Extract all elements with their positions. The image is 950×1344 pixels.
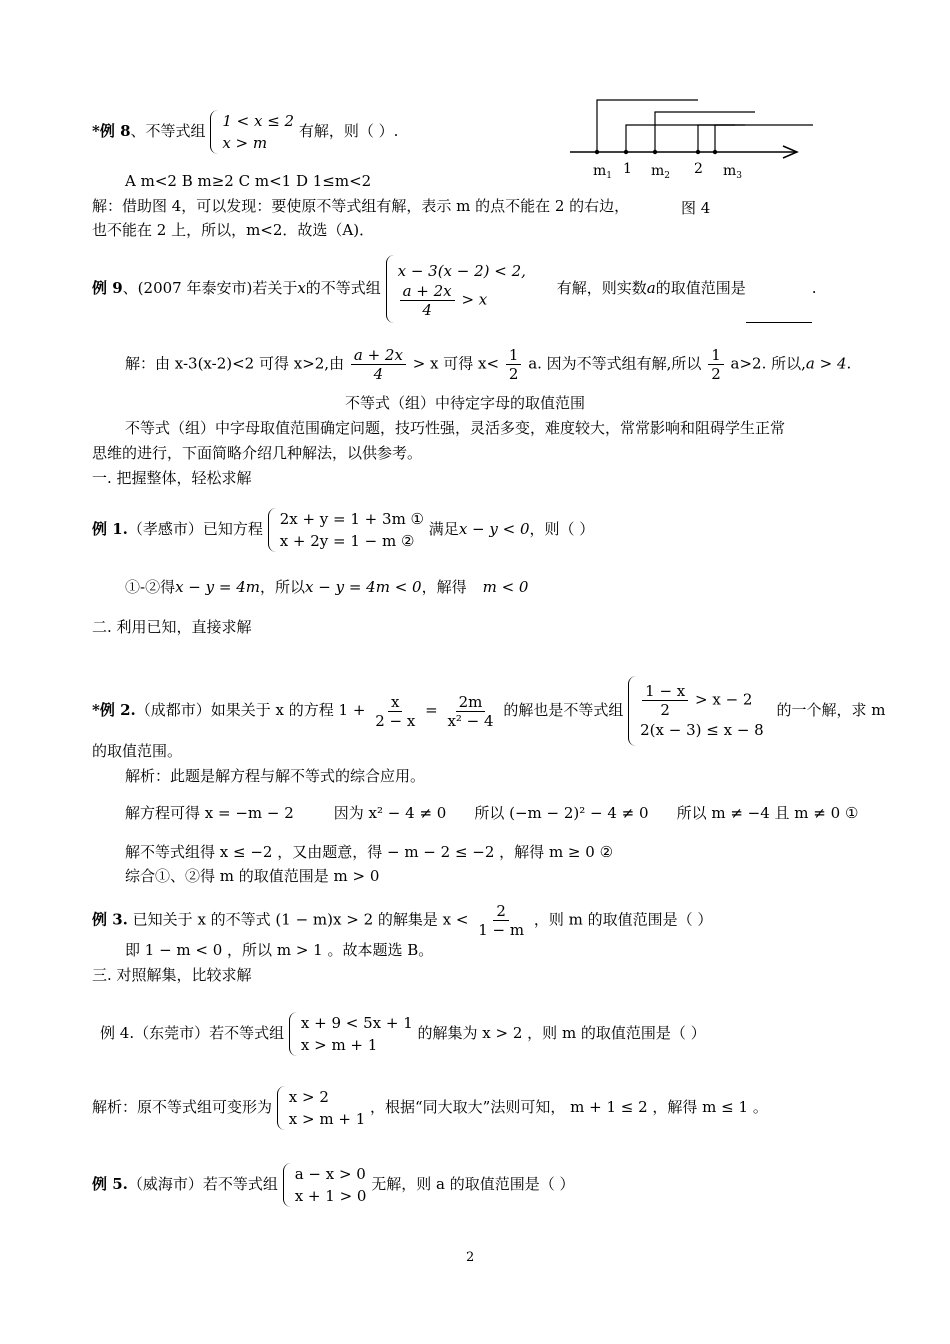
ex3-fraction: $\frac{2}{1 - m}$ <box>478 902 525 939</box>
ex8-row1: 1 < x ≤ 2 <box>222 112 295 130</box>
ex8-suffix: 有解，则（ ）. <box>298 122 399 140</box>
ex9-system <box>386 255 526 323</box>
point-2 <box>696 150 700 154</box>
tick-label-2: 2 <box>694 161 703 177</box>
ex5-question: 例 5.（威海市）若不等式组 a − x > 0 x + 1 > 0 无解，则 a 的取值范围是（ ） <box>92 1165 575 1205</box>
ex3-solution: 即 1 − m < 0 ，所以 m > 1 。故本题选 B。 <box>125 941 434 959</box>
two-ray <box>698 125 735 152</box>
ex2-line-2: 的取值范围。 <box>92 742 183 760</box>
point-m2 <box>653 150 657 154</box>
heading-1: 一. 把握整体，轻松求解 <box>92 469 252 487</box>
ex1-system <box>268 508 424 552</box>
ex8-solution-1: 解：借助图 4，可以发现：要使原不等式组有解，表示 m 的点不能在 2 的右边， <box>92 197 630 215</box>
heading-3: 三. 对照解集，比较求解 <box>92 966 252 984</box>
ex9-row1: x − 3(x − 2) < 2, <box>397 261 526 280</box>
heading-2: 二. 利用已知，直接求解 <box>92 618 252 636</box>
m2-ray <box>655 112 755 152</box>
ex4-row2: x > m + 1 <box>300 1036 378 1054</box>
ex2-solution-1: 解析：此题是解方程与解不等式的综合应用。 <box>125 767 426 785</box>
one-ray <box>626 125 745 152</box>
tick-label-m3: $m_3$ <box>723 163 743 181</box>
ex8-row2: x > m <box>222 134 268 152</box>
ex3-label: 例 3. <box>92 910 128 929</box>
point-m3 <box>713 150 717 154</box>
brace <box>210 110 219 154</box>
ex1-row2: x + 2y = 1 − m ② <box>279 532 415 550</box>
ex9-tail1: 有解，则实数 <box>556 279 647 297</box>
ex9-row2: $\frac{a + 2x}{4}$ > x <box>398 282 526 319</box>
intro-line-2: 思维的进行，下面简略介绍几种解法，以供参考。 <box>92 444 423 462</box>
figure-caption: 图 4 <box>681 199 711 217</box>
ex2-fraction-1: $\frac{x}{2 - x}$ <box>375 692 416 730</box>
ex4-solution: 解析：原不等式组可变形为 x > 2 x > m + 1 ，根据“同大取大”法则可知， m + 1 ≤ 2 ，解得 m ≤ 1 。 <box>92 1088 768 1128</box>
ex9-var-a: a <box>646 279 656 297</box>
ex8-system <box>210 110 294 154</box>
ex9-solution: 解：由 x-3(x-2)<2 可得 x>2,由 $\frac{a + 2x}{4}$ > x 可得 x< $\frac{1}{2}$ a. 因为不等式组有解,所以 $\frac{1}{2}$ a>2. 所以,a > 4. <box>125 346 852 383</box>
ex1-solution: ①-②得x − y = 4m，所以x − y = 4m < 0，解得 m < 0 <box>125 578 529 596</box>
tick-label-1: 1 <box>623 161 632 177</box>
ex9-label: 例 9 <box>92 279 123 297</box>
ex9-question: 例 9、(2007 年泰安市)若关于x的不等式组 x − 3(x − 2) < 2, $\frac{a + 2x}{4}$ > x 有解，则实数a的取值范围是 . <box>92 255 816 323</box>
ex8-solution-2: 也不能在 2 上，所以，m<2．故选（A)． <box>92 221 375 239</box>
page-number: 2 <box>466 1250 475 1265</box>
m3-ray <box>715 125 813 152</box>
ex2-row2: 2(x − 3) ≤ x − 8 <box>640 720 764 739</box>
ex8-choices: A m<2 B m≥2 C m<1 D 1≤m<2 <box>125 172 372 190</box>
ex1-label: 例 1. <box>92 520 128 538</box>
ex2-fraction-2: $\frac{2m}{\text{x² − 4}}$ <box>447 692 494 730</box>
ex9-tail2: 的取值范围是 <box>655 279 746 297</box>
ex8-label: *例 8 <box>92 122 131 140</box>
answer-blank <box>746 308 812 323</box>
ex3-question: 例 3. 已知关于 x 的不等式 (1 − m)x > 2 的解集是 x < $\frac{2}{1 - m}$ ，则 m 的取值范围是（ ） <box>92 902 713 939</box>
ex4-question: 例 4.（东莞市）若不等式组 x + 9 < 5x + 1 x > m + 1 的解集为 x > 2 ，则 m 的取值范围是（ ） <box>100 1014 706 1054</box>
ex1-question: 例 1.（孝感市）已知方程 2x + y = 1 + 3m ① x + 2y = 1 − m ② 满足x − y < 0，则（ ） <box>92 510 595 550</box>
ex5-row2: x + 1 > 0 <box>294 1187 367 1205</box>
ex2-solution-3: 解不等式组得 x ≤ −2 ，又由题意，得 − m − 2 ≤ −2 ，解得 m ≥ 0 ② <box>125 843 614 861</box>
ex5-system <box>283 1163 367 1207</box>
ex5-row1: a − x > 0 <box>294 1165 366 1183</box>
ex1-row1: 2x + y = 1 + 3m ① <box>279 510 425 528</box>
ex2-row1: $\frac{1 - x}{2}$ > x − 2 <box>640 682 764 719</box>
ex2-solution-2: 解方程可得 x = −m − 2 因为 x² − 4 ≠ 0 所以 (−m − 2)² − 4 ≠ 0 所以 m ≠ −4 且 m ≠ 0 ① <box>125 804 859 822</box>
ex2-label: *例 2. <box>92 701 136 719</box>
ex8-sep: 、 <box>130 122 146 140</box>
ex9-var-x: x <box>297 279 306 297</box>
ex2-question: *例 2.（成都市）如果关于 x 的方程 1 + $\frac{x}{2 - x}$ = $\frac{2m}{\text{x² − 4}}$ 的解也是不等式组 $\frac{1 - x}{2}$ > x − 2 2(x − 3) ≤ x − 8 的一个解，求 m <box>92 676 886 746</box>
point-1 <box>624 150 628 154</box>
ex8-question <box>92 110 398 154</box>
ex4-system <box>289 1012 413 1056</box>
ex8-intro: 不等式组 <box>145 122 206 140</box>
ex9-mid: 的不等式组 <box>305 279 381 297</box>
ex9-lead: 、(2007 年泰安市)若关于 <box>122 279 298 297</box>
ex4-label: 例 4 <box>100 1024 130 1042</box>
point-m1 <box>595 150 599 154</box>
ex2-solution-4: 综合①、②得 m 的取值范围是 m > 0 <box>125 867 380 885</box>
ex2-system <box>628 676 764 746</box>
number-line-figure <box>565 92 815 187</box>
ex4-row1: x + 9 < 5x + 1 <box>300 1014 413 1032</box>
tick-label-m2: $m_2$ <box>651 163 671 181</box>
tick-label-m1: $m_1$ <box>593 163 613 181</box>
section-title: 不等式（组）中待定字母的取值范围 <box>345 394 586 412</box>
intro-line-1: 不等式（组）中字母取值范围确定问题，技巧性强，灵活多变，难度较大，常常影响和阻碍学生正常 <box>125 419 786 437</box>
ex5-label: 例 5. <box>92 1175 128 1193</box>
m1-ray <box>597 100 698 152</box>
